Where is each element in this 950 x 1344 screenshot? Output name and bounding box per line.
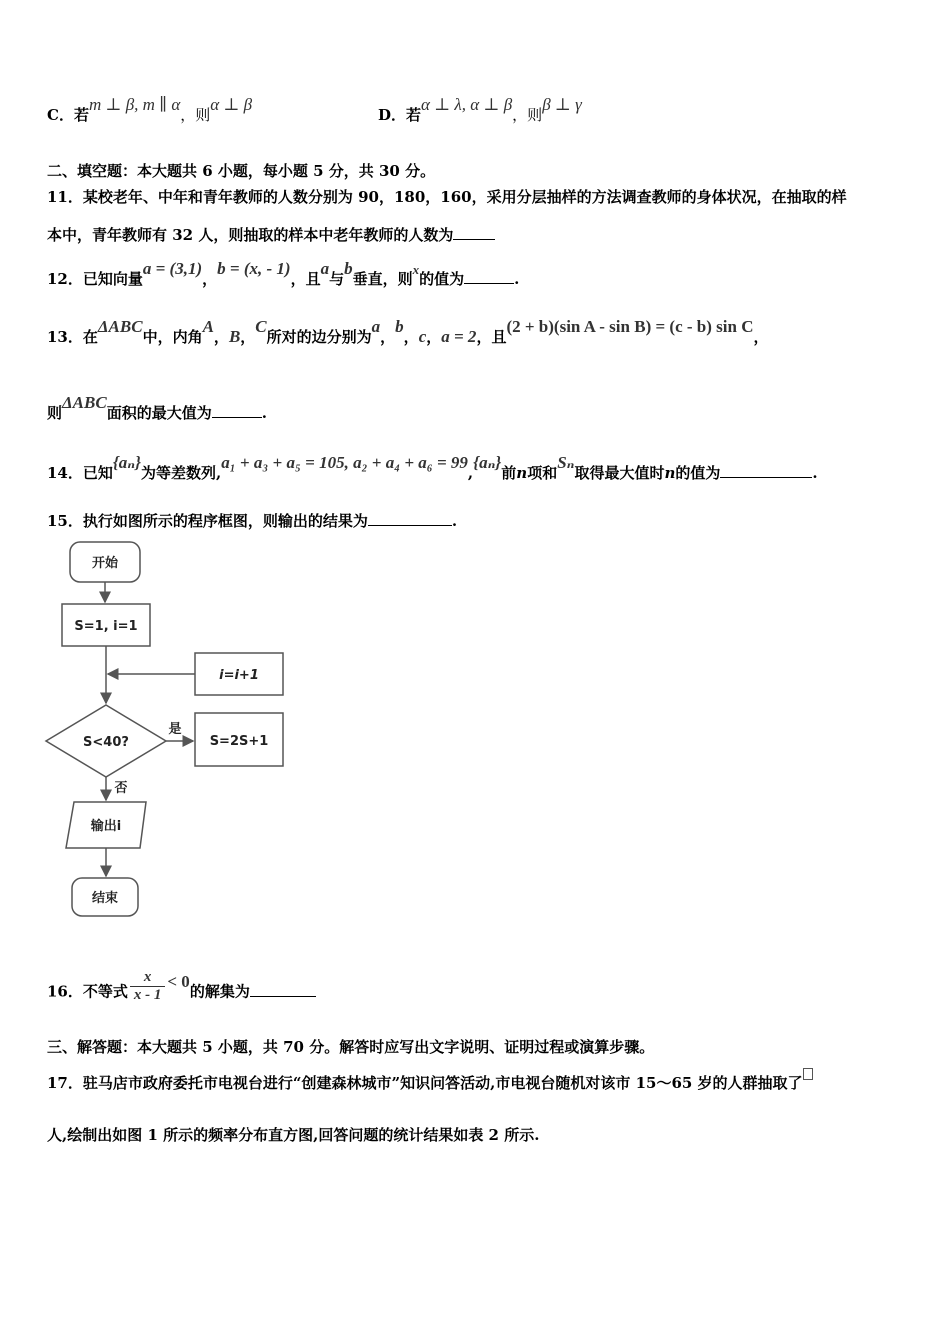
q12-mid1: ，且 xyxy=(290,270,321,288)
option-d-result: β ⊥ γ xyxy=(542,95,582,114)
q13-t3: ，且 xyxy=(476,328,507,346)
q13-line1: 13．在ΔABC中，内角A，B，C所对的边分别为a，b，c，a = 2，且(2 + b)(sin A - sin B) = (c - b) sin C， xyxy=(47,317,769,346)
q14-n: n xyxy=(516,464,528,482)
option-c-result: α ⊥ β xyxy=(210,95,253,114)
option-d-condition: α ⊥ λ, α ⊥ β xyxy=(421,95,513,114)
option-c-label: C．若 xyxy=(47,106,89,124)
q13-A: A xyxy=(202,317,214,336)
q14-seq: {aₙ} xyxy=(112,453,141,472)
q12-sep: ， xyxy=(202,270,218,288)
flow-condition-label: S<40? xyxy=(83,735,129,750)
q14-t5: 的值为 xyxy=(675,464,721,482)
q12-end: . xyxy=(514,270,520,288)
q16 xyxy=(47,969,316,1010)
q13-triangle: ΔABC xyxy=(97,317,143,336)
q13-comma: ， xyxy=(753,328,769,346)
q13-t2: 所对的边分别为 xyxy=(266,328,372,346)
q14-n2: n xyxy=(664,464,676,482)
q14-equation: a₁ + a₃ + a₅ = 105, a₂ + a₄ + a₆ = 99 xyxy=(221,453,468,472)
flow-yes-label: 是 xyxy=(168,722,182,737)
answer-blank xyxy=(250,982,316,997)
q13-t4: 则 xyxy=(47,404,63,422)
flow-update-label: S=2S+1 xyxy=(209,734,269,749)
q16-suffix: 的解集为 xyxy=(189,982,250,1001)
q12-vb: b xyxy=(344,259,353,278)
flow-end-label: 结束 xyxy=(91,891,119,906)
q12-va: a xyxy=(320,259,330,278)
option-d-then: ，则 xyxy=(512,106,543,124)
q12-mid2: 与 xyxy=(329,270,345,288)
q13-a: a xyxy=(371,317,381,336)
q11-text: 本中，青年教师有 32 人，则抽取的样本中老年教师的人数为 xyxy=(47,226,454,244)
q12-vector-b: b = (x, - 1) xyxy=(217,259,291,278)
q12-vector-a: a = (3,1) xyxy=(142,259,203,278)
q16-numerator: x xyxy=(130,969,166,987)
q17-line2: 人,绘制出如图 1 所示的频率分布直方图,回答问题的统计结果如表 2 所示. xyxy=(47,1126,540,1144)
q14-S: Sₙ xyxy=(557,453,575,472)
q14-prefix: 14．已知 xyxy=(47,464,113,482)
option-d-label: D．若 xyxy=(378,106,422,124)
flow-output-label: 输出i xyxy=(90,819,122,834)
q13-c: c xyxy=(418,327,427,346)
q13-C: C xyxy=(255,317,267,336)
q13-end: . xyxy=(261,404,267,422)
option-c-then: ，则 xyxy=(180,106,211,124)
q16-relation: < 0 xyxy=(167,971,190,991)
q17-text-1: 17．驻马店市政府委托市电视台进行“创建森林城市”知识问答活动,市电视台随机对该市 15～65 岁的人群抽取了 xyxy=(47,1074,803,1092)
q13-prefix: 13．在 xyxy=(47,328,98,346)
flow-start-label: 开始 xyxy=(91,556,119,571)
q14-t3: 项和 xyxy=(527,464,558,482)
q16-fraction xyxy=(130,969,166,1004)
q15-end: . xyxy=(451,512,458,530)
q13-t5: 面积的最大值为 xyxy=(106,404,212,422)
q16-prefix: 16．不等式 xyxy=(47,982,128,1001)
section-2-heading: 二、填空题：本大题共 6 小题，每小题 5 分，共 30 分。 xyxy=(47,162,436,180)
q14-t1: 为等差数列, xyxy=(141,464,222,482)
q12-vx: x xyxy=(412,262,420,277)
q16-denominator: x - 1 xyxy=(133,987,162,1003)
q14-t2: 前 xyxy=(501,464,517,482)
q14-end: . xyxy=(812,464,818,482)
q15-text: 15．执行如图所示的程序框图，则输出的结果为 xyxy=(47,512,368,530)
q13-t1: 中，内角 xyxy=(142,328,203,346)
section-3-heading: 三、解答题：本大题共 5 小题，共 70 分。解答时应写出文字说明、证明过程或演算步骤。 xyxy=(47,1038,655,1056)
q13-equation: (2 + b)(sin A - sin B) = (c - b) sin C xyxy=(506,317,754,336)
flow-increment-label: i=i+1 xyxy=(219,668,259,683)
q14-seq-2: {aₙ} xyxy=(473,453,502,472)
q13-cond: a = 2 xyxy=(441,327,477,346)
q17-line1 xyxy=(47,1072,813,1093)
q13-B: B xyxy=(228,327,241,346)
q13-triangle-2: ΔABC xyxy=(62,393,107,412)
q14-t4: 取得最大值时 xyxy=(574,464,665,482)
q12-suffix: 的值为 xyxy=(419,270,465,288)
option-c-condition: m ⊥ β, m ∥ α xyxy=(88,95,181,114)
q11-line1: 11．某校老年、中年和青年教师的人数分别为 90，180，160，采用分层抽样的方法调查教师的身体状况，在抽取的样 xyxy=(47,188,847,206)
q14-comma: , xyxy=(467,464,474,482)
missing-glyph-icon xyxy=(803,1068,813,1080)
flow-init-label: S=1, i=1 xyxy=(74,619,138,634)
q13-b: b xyxy=(395,317,404,336)
q12-prefix: 12．已知向量 xyxy=(47,270,143,288)
q12-mid3: 垂直，则 xyxy=(352,270,413,288)
flow-no-label: 否 xyxy=(114,781,128,796)
